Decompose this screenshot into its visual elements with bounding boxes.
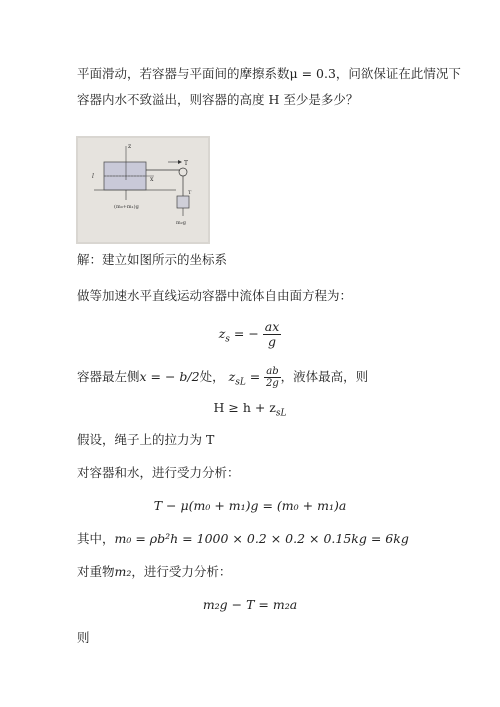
zsl-fraction: $\frac{ab}{2g}$ [266,366,279,389]
left-side-line: 容器最左侧x = − b/2处， $z_{sL}$ = $\frac{ab}{2g}$ ，液体最高，则 [77,366,369,389]
equation-container: T − μ(m₀ + m₁)g = (m₀ + m₁)a [153,498,347,513]
weight-analysis: 对重物m₂，进行受力分析： [77,564,232,579]
where-line: 其中，m₀ = ρb²h = 1000 × 0.2 × 0.2 × 0.15kg = 6kg [77,531,409,546]
problem-line-1: 平面滑动，若容器与平面间的摩擦系数μ = 0.3，问欲保证在此情况下 [77,66,461,81]
fig-label-z: z [128,143,132,150]
fig-label-mass2: m₂g [176,220,186,226]
equation-weight: m₂g − T = m₂a [202,597,298,612]
eq1-fraction: $\frac{ax}{g}$ [264,319,280,349]
diagram-photo [76,136,210,244]
equation-height: $H \ge h + z_{sL}$ [213,400,287,419]
solution-intro: 解：建立如图所示的坐标系 [77,252,228,267]
equation-free-surface: $z_s$ = − $\frac{ax}{g}$ [218,319,280,349]
fig-label-x: x [150,176,154,183]
container-analysis: 对容器和水，进行受力分析： [77,465,240,480]
fig-label-t-arrow: T [184,160,189,167]
fig-label-t-rope: T [188,190,192,196]
fig-label-l: l [92,173,94,180]
assume-tension: 假设，绳子上的拉力为 T [77,432,215,447]
problem-figure [76,136,210,244]
problem-line-2: 容器内水不致溢出，则容器的高度 H 至少是多少？ [77,92,359,107]
fig-label-mass1: (m₀+m₁)g [114,204,139,210]
free-surface-intro: 做等加速水平直线运动容器中流体自由面方程为： [77,288,353,303]
then-word: 则 [77,630,90,645]
